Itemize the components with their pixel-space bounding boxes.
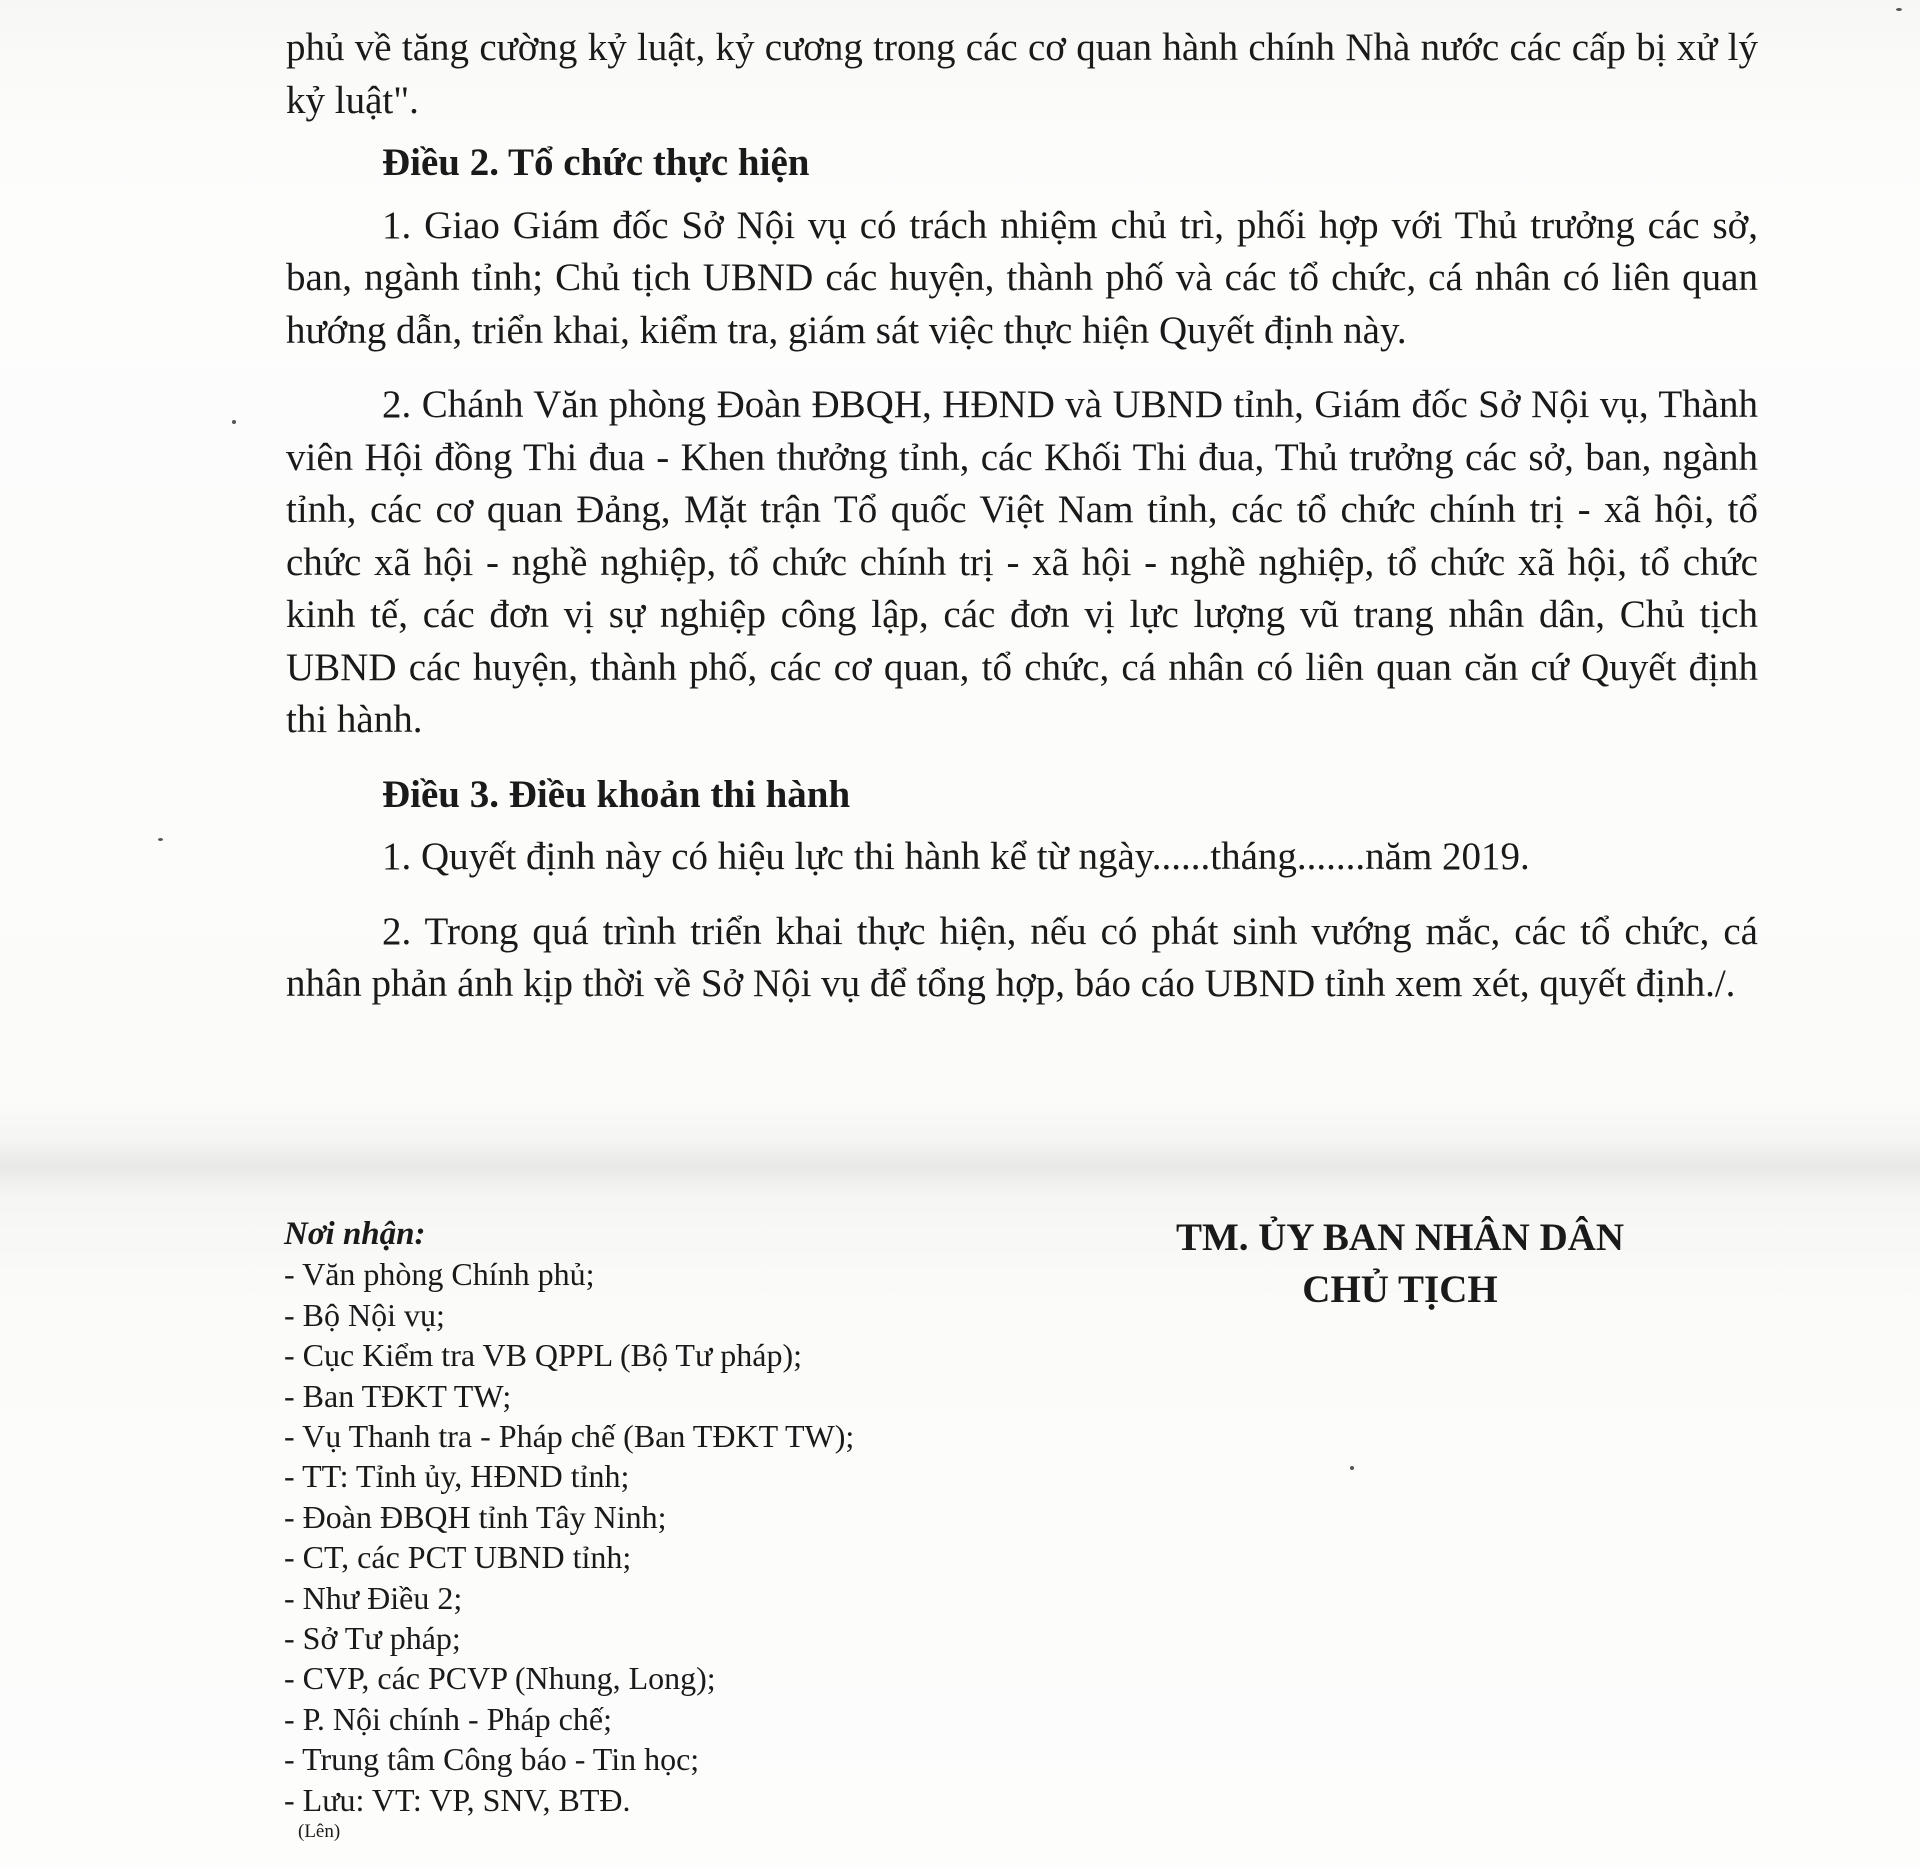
signature-title: CHỦ TỊCH <box>1302 1268 1498 1311</box>
recipients-title: Nơi nhận: <box>284 1216 426 1252</box>
recipient-item: - Vụ Thanh tra - Pháp chế (Ban TĐKT TW); <box>284 1418 855 1455</box>
recipients-block <box>284 1214 1044 1844</box>
continuation-paragraph: phủ về tăng cường kỷ luật, kỷ cương trong các cơ quan hành chính Nhà nước các cấp bị xử lý kỷ luật". <box>286 26 1758 122</box>
recipient-item: - Bộ Nội vụ; <box>284 1296 445 1333</box>
scan-speck <box>232 420 236 424</box>
article-3-heading: Điều 3. Điều khoản thi hành <box>382 772 851 816</box>
recipient-item: - Trung tâm Công báo - Tin học; <box>284 1741 700 1778</box>
recipient-item: - CVP, các PCVP (Nhung, Long); <box>284 1660 716 1697</box>
scan-speck <box>158 838 163 841</box>
recipient-item: - CT, các PCT UBND tỉnh; <box>284 1539 632 1576</box>
recipient-item: - Lưu: VT: VP, SNV, BTĐ. <box>284 1781 631 1818</box>
article-2-item-1: 1. Giao Giám đốc Sở Nội vụ có trách nhiệm chủ trì, phối hợp với Thủ trưởng các sở, ban, ngành tỉnh; Chủ tịch UBND các huyện, thành phố và các tổ chức, cá nhân có liên quan hướng dẫn, triển khai, kiểm tra, giám sát việc thực hiện Quyết định này. <box>286 203 1758 352</box>
article-2-heading: Điều 2. Tổ chức thực hiện <box>382 141 810 184</box>
signature-authority: TM. ỦY BAN NHÂN DÂN <box>1175 1216 1625 1259</box>
article-3-item-1: 1. Quyết định này có hiệu lực thi hành kể từ ngày......tháng.......năm 2019. <box>382 835 1530 878</box>
scan-speck <box>1350 1466 1354 1470</box>
scan-speck <box>1896 8 1902 11</box>
drafter-initials: (Lên) <box>298 1821 341 1843</box>
recipient-item: - Ban TĐKT TW; <box>284 1377 512 1414</box>
recipient-item: - P. Nội chính - Pháp chế; <box>284 1700 612 1737</box>
recipient-item: - Đoàn ĐBQH tỉnh Tây Ninh; <box>284 1498 667 1535</box>
recipient-item: - Sở Tư pháp; <box>284 1620 461 1657</box>
paper-fold-shadow <box>0 1140 1920 1200</box>
recipient-item: - Văn phòng Chính phủ; <box>284 1256 595 1293</box>
article-2-item-2: 2. Chánh Văn phòng Đoàn ĐBQH, HĐND và UBND tỉnh, Giám đốc Sở Nội vụ, Thành viên Hội đồng Thi đua - Khen thưởng tỉnh, các Khối Thi đua, Thủ trưởng các sở, ban, ngành tỉnh, các cơ quan Đảng, Mặt trận Tổ quốc Việt Nam tỉnh, các tổ chức chính trị - xã hội, tổ chức xã hội - nghề nghiệp, tổ chức chính trị - xã hội - nghề nghiệp, tổ chức xã hội, tổ chức kinh tế, các đơn vị sự nghiệp công lập, các đơn vị lực lượng vũ trang nhân dân, Chủ tịch UBND các huyện, thành phố, các cơ quan, tổ chức, cá nhân có liên quan căn cứ Quyết định thi hành. <box>286 383 1758 741</box>
signature-block <box>1080 1212 1720 1316</box>
recipient-item: - Cục Kiểm tra VB QPPL (Bộ Tư pháp); <box>284 1337 803 1374</box>
recipient-item: - TT: Tỉnh ủy, HĐND tỉnh; <box>284 1458 630 1495</box>
recipient-item: - Như Điều 2; <box>284 1579 463 1616</box>
decision-body <box>286 22 1758 1011</box>
article-3-item-2: 2. Trong quá trình triển khai thực hiện, nếu có phát sinh vướng mắc, các tổ chức, cá nhân phản ánh kịp thời về Sở Nội vụ để tổng hợp, báo cáo UBND tỉnh xem xét, quyết định./. <box>286 909 1758 1005</box>
recipients-list <box>284 1254 1044 1820</box>
